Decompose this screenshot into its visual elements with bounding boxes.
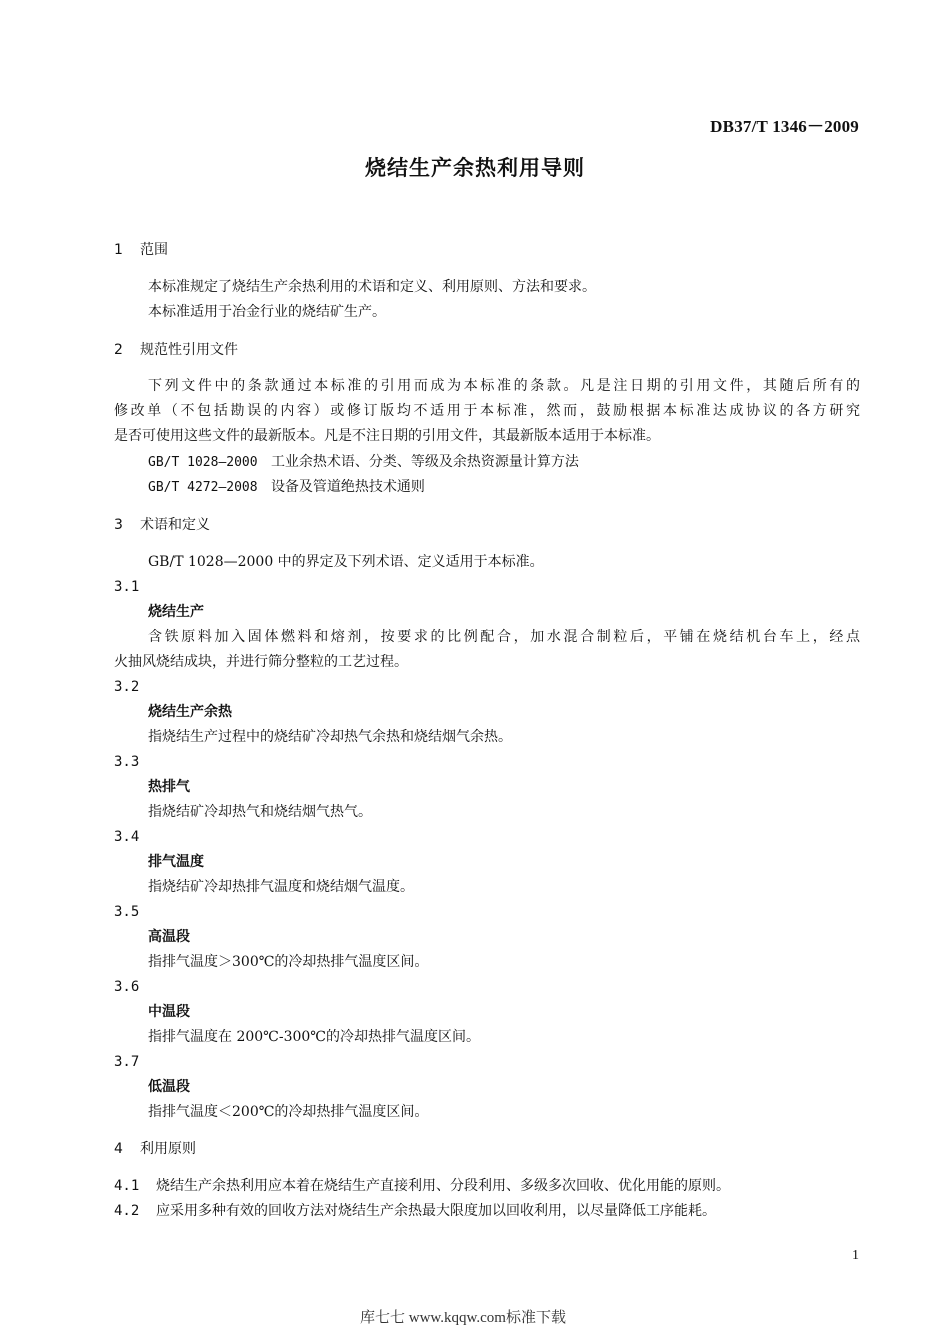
section-number: 1	[114, 242, 123, 258]
term-definition: 火抽风烧结成块，并进行筛分整粒的工艺过程。	[114, 654, 408, 670]
paragraph-line: 下列文件中的条款通过本标准的引用而成为本标准的条款。凡是注日期的引用文件，其随后所有的	[148, 378, 860, 394]
section-2-heading	[114, 340, 238, 360]
term-number: 3.2	[114, 679, 140, 695]
term-name: 烧结生产	[148, 604, 204, 620]
reference-title: 工业余热术语、分类、等级及余热资源量计算方法	[270, 454, 579, 470]
section-title: 范围	[140, 242, 168, 258]
paragraph: 本标准适用于冶金行业的烧结矿生产。	[148, 304, 386, 320]
term-definition: 指烧结生产过程中的烧结矿冷却热气余热和烧结烟气余热。	[148, 729, 512, 745]
term-definition: 含铁原料加入固体燃料和熔剂，按要求的比例配合，加水混合制粒后，平铺在烧结机台车上，经点	[148, 629, 860, 645]
clause-number: 4.1	[114, 1178, 140, 1194]
clause	[114, 1201, 716, 1221]
section-number: 4	[114, 1141, 123, 1157]
section-4-heading	[114, 1139, 196, 1159]
section-title: 术语和定义	[140, 517, 210, 533]
term-definition: 指排气温度在 200℃-300℃的冷却热排气温度区间。	[148, 1029, 480, 1045]
term-number: 3.3	[114, 754, 140, 770]
term-definition: 指排气温度＜200℃的冷却热排气温度区间。	[148, 1104, 429, 1120]
clause-text: 烧结生产余热利用应本着在烧结生产直接利用、分段利用、多级多次回收、优化用能的原则。	[156, 1178, 730, 1194]
reference-code: GB/T 1028—2000	[148, 455, 258, 470]
section-number: 2	[114, 342, 123, 358]
section-1-heading	[114, 240, 168, 260]
reference-item	[148, 452, 579, 473]
term-definition: 指烧结矿冷却热排气温度和烧结烟气温度。	[148, 879, 414, 895]
term-name: 热排气	[148, 779, 190, 795]
term-name: 中温段	[148, 1004, 190, 1020]
section-3-heading	[114, 515, 210, 535]
term-definition: 指排气温度＞300℃的冷却热排气温度区间。	[148, 954, 429, 970]
paragraph-line: 是否可使用这些文件的最新版本。凡是不注日期的引用文件，其最新版本适用于本标准。	[114, 428, 660, 444]
clause	[114, 1176, 730, 1196]
term-name: 高温段	[148, 929, 190, 945]
paragraph: 本标准规定了烧结生产余热利用的术语和定义、利用原则、方法和要求。	[148, 279, 596, 295]
term-number: 3.4	[114, 829, 140, 845]
term-number: 3.6	[114, 979, 140, 995]
reference-item	[148, 477, 425, 498]
clause-number: 4.2	[114, 1203, 140, 1219]
term-name: 排气温度	[148, 854, 204, 870]
section-title: 规范性引用文件	[140, 342, 238, 358]
paragraph: GB/T 1028—2000 中的界定及下列术语、定义适用于本标准。	[148, 554, 544, 570]
reference-title: 设备及管道绝热技术通则	[270, 479, 425, 495]
term-definition: 指烧结矿冷却热气和烧结烟气热气。	[148, 804, 372, 820]
section-title: 利用原则	[140, 1141, 196, 1157]
clause-text: 应采用多种有效的回收方法对烧结生产余热最大限度加以回收利用，以尽量降低工序能耗。	[156, 1203, 716, 1219]
section-number: 3	[114, 517, 123, 533]
page-number: 1	[852, 1248, 859, 1263]
standard-number: DB37/T 1346－2009	[710, 117, 859, 136]
reference-code: GB/T 4272—2008	[148, 480, 258, 495]
term-number: 3.7	[114, 1054, 140, 1070]
term-name: 烧结生产余热	[148, 704, 232, 720]
term-name: 低温段	[148, 1079, 190, 1095]
document-title: 烧结生产余热利用导则	[365, 156, 585, 180]
term-number: 3.5	[114, 904, 140, 920]
term-number: 3.1	[114, 579, 140, 595]
paragraph-line: 修改单（不包括勘误的内容）或修订版均不适用于本标准，然而，鼓励根据本标准达成协议的各方研究	[114, 403, 860, 419]
watermark-footer: 库七七 www.kqqw.com标准下载	[360, 1310, 566, 1326]
